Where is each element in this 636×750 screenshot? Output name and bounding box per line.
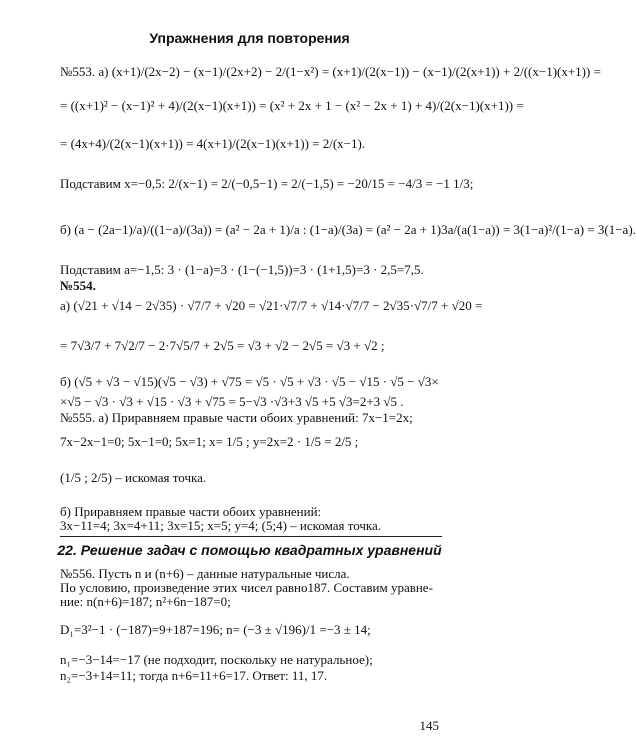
text-line: = 7√3/7 + 7√2/7 − 2·7√5/7 + 2√5 = √3 + √2 − 2√5 = √3 + √2 ; bbox=[60, 338, 385, 353]
page-number: 145 bbox=[419, 718, 439, 733]
text-line: №553. а) (x+1)/(2x−2) − (x−1)/(2x+2) − 2/(1−x²) = (x+1)/(2(x−1)) − (x−1)/(2(x+1)) + 2/((x−1)(x+1)) = bbox=[60, 64, 601, 79]
text-line: ние: n(n+6)=187; n²+6n−187=0; bbox=[60, 594, 231, 609]
text-line: №556. Пусть n и (n+6) – данные натуральные числа. bbox=[60, 566, 350, 581]
text-line: б) (√5 + √3 − √15)(√5 − √3) + √75 = √5 · √5 + √3 · √5 − √15 · √5 − √3× bbox=[60, 374, 439, 389]
text-line: n₁=−3−14=−17 (не подходит, поскольку не натуральное); bbox=[60, 652, 373, 667]
text-line: б) (a − (2a−1)/a)/((1−a)/(3a)) = (a² − 2a + 1)/a : (1−a)/(3a) = (a² − 2a + 1)3a/(a(1−a)) = 3(1−a)²/(1−a) = 3(1−a). bbox=[60, 222, 636, 237]
text-line: №555. а) Приравняем правые части обоих уравнений: 7x−1=2x; bbox=[60, 410, 413, 425]
section-divider bbox=[60, 536, 442, 537]
text-line: 7x−2x−1=0; 5x−1=0; 5x=1; x= 1/5 ; y=2x=2 · 1/5 = 2/5 ; bbox=[60, 434, 359, 449]
text-line: = (4x+4)/(2(x−1)(x+1)) = 4(x+1)/(2(x−1)(x+1)) = 2/(x−1). bbox=[60, 136, 366, 151]
text-line: Подставим x=−0,5: 2/(x−1) = 2/(−0,5−1) = 2/(−1,5) = −20/15 = −4/3 = −1 1/3; bbox=[60, 176, 474, 191]
text-line: Подставим a=−1,5: 3 · (1−a)=3 · (1−(−1,5))=3 · (1+1,5)=3 · 2,5=7,5. bbox=[60, 262, 424, 277]
text-line: ×√5 − √3 · √3 + √15 · √3 + √75 = 5−√3 ·√3+3 √5 +5 √3=2+3 √5 . bbox=[60, 394, 404, 409]
text-line: По условию, произведение этих чисел равно187. Составим уравне- bbox=[60, 580, 433, 595]
text-line: 3x−11=4; 3x=4+11; 3x=15; x=5; y=4; (5;4) – искомая точка. bbox=[60, 518, 382, 533]
page-title: Упражнения для повторения bbox=[149, 30, 350, 46]
section-title: 22. Решение задач с помощью квадратных уравнений bbox=[57, 542, 442, 558]
text-line: D₁=3²−1 · (−187)=9+187=196; n= (−3 ± √196)/1 =−3 ± 14; bbox=[60, 622, 371, 637]
text-line: = ((x+1)² − (x−1)² + 4)/(2(x−1)(x+1)) = (x² + 2x + 1 − (x² − 2x + 1) + 4)/(2(x−1)(x+1)) = bbox=[60, 98, 524, 113]
text-line: б) Приравняем правые части обоих уравнений: bbox=[60, 504, 322, 519]
text-line: (1/5 ; 2/5) – искомая точка. bbox=[60, 470, 207, 485]
text-line: а) (√21 + √14 − 2√35) · √7/7 + √20 = √21·√7/7 + √14·√7/7 − 2√35·√7/7 + √20 = bbox=[60, 298, 483, 313]
text-line: n₂=−3+14=11; тогда n+6=11+6=17. Ответ: 11, 17. bbox=[60, 668, 328, 683]
problem-number: №554. bbox=[60, 278, 96, 293]
